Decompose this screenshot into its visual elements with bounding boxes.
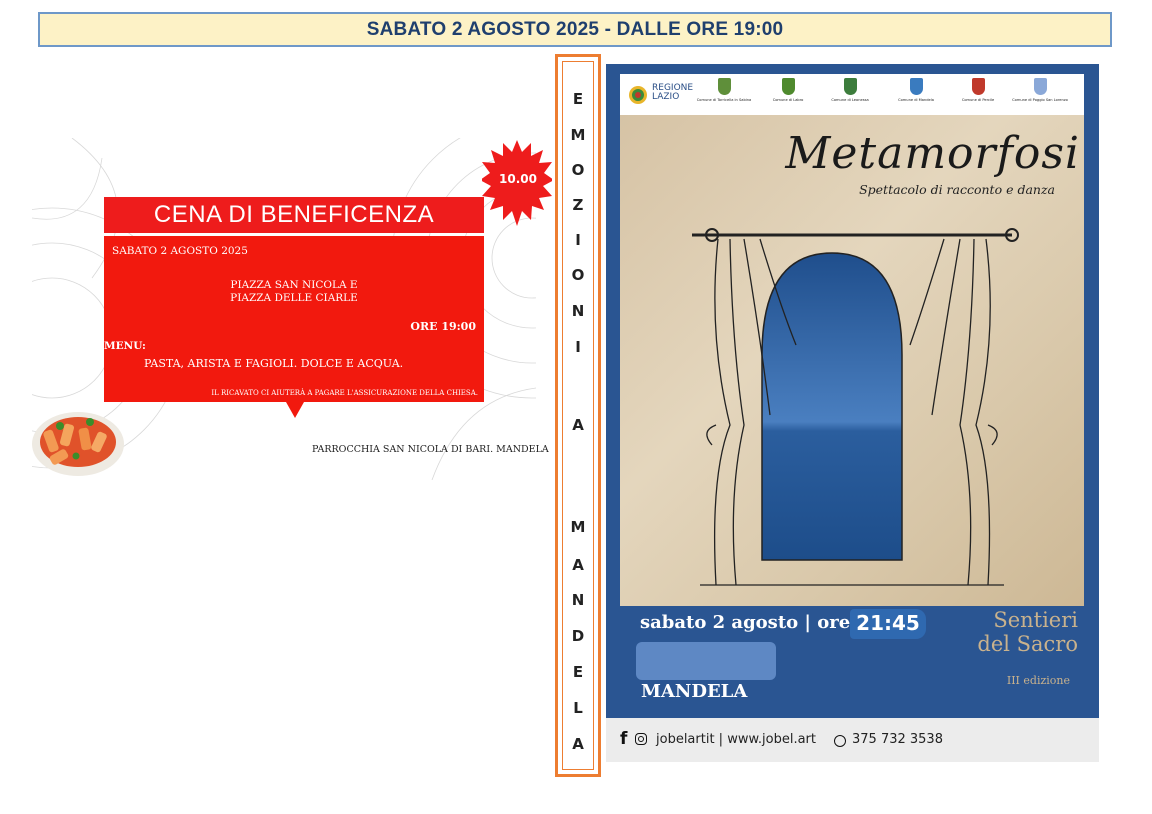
comune-shield-icon (910, 78, 923, 95)
comune-caption: Comune di Labro (772, 98, 804, 102)
footer-social: jobelartit | www.jobel.art (656, 732, 816, 747)
comune-logo (888, 78, 944, 102)
dinner-date: SABATO 2 AGOSTO 2025 (112, 245, 248, 257)
vertical-letter: Z (572, 196, 584, 214)
regione-text-line1: REGIONE (652, 83, 694, 93)
dinner-time: ORE 19:00 (410, 320, 476, 333)
comune-logo (760, 78, 816, 102)
comune-caption: Comune di Leonessa (831, 98, 869, 102)
vertical-letter: N (571, 302, 585, 320)
vertical-letter: N (571, 591, 585, 609)
vertical-letter: L (573, 699, 583, 717)
banner-text: SABATO 2 AGOSTO 2025 - DALLE ORE 19:00 (366, 18, 784, 40)
arched-window-sea (762, 253, 902, 560)
header-banner (38, 12, 1112, 47)
dinner-note: IL RICAVATO CI AIUTERÀ A PAGARE L'ASSICURAZIONE DELLA CHIESA. (211, 389, 478, 397)
comune-caption: Comune di Mandela (898, 98, 934, 102)
poster-title: Metamorfosi (785, 128, 1080, 179)
footer-phone: 375 732 3538 (852, 732, 943, 747)
dinner-details (104, 236, 484, 402)
comune-caption: Comune di Percile (961, 98, 995, 102)
comune-logo (696, 78, 752, 102)
vertical-letter: O (571, 266, 585, 284)
vertical-letter: A (572, 416, 584, 434)
menu-label: MENU: (104, 340, 146, 352)
comune-logo (950, 78, 1006, 102)
pasta-bowl-image (32, 400, 124, 480)
regione-lazio-logo (628, 85, 648, 105)
series-title-line1: Sentieri (993, 608, 1078, 632)
vertical-letter: M (570, 126, 586, 144)
comune-caption: Comune di Torricella in Sabina (696, 98, 752, 102)
whatsapp-icon (834, 735, 846, 747)
comune-caption: Comune di Poggio San Lorenzo (1012, 98, 1068, 102)
series-title-line2: del Sacro (977, 632, 1078, 656)
dinner-title: CENA DI BENEFICENZA (104, 197, 484, 233)
dinner-place-line1: PIAZZA SAN NICOLA E (230, 279, 358, 291)
regione-lazio-text (652, 84, 693, 102)
vertical-letter: E (572, 663, 584, 681)
price-label: 10.00 (499, 172, 537, 186)
vertical-letter: A (572, 556, 584, 574)
vertical-letter: I (575, 231, 581, 249)
vertical-title-inner-border (562, 61, 594, 770)
vertical-letter: O (571, 161, 585, 179)
show-date: sabato 2 agosto | ore (640, 612, 851, 633)
comune-shield-icon (782, 78, 795, 95)
dinner-place-line2: PIAZZA DELLE CIARLE (230, 292, 358, 304)
poster-subtitle: Spettacolo di racconto e danza (859, 182, 1055, 197)
comune-shield-icon (718, 78, 731, 95)
regione-text-line2: LAZIO (652, 92, 680, 102)
show-location: MANDELA (641, 681, 748, 702)
comune-shield-icon (972, 78, 985, 95)
vertical-letter: E (572, 90, 584, 108)
vertical-title-column (555, 54, 601, 777)
show-time: 21:45 (856, 611, 920, 635)
parish-name: PARROCCHIA SAN NICOLA DI BARI. MANDELA (312, 444, 549, 455)
series-edition: III edizione (1006, 674, 1070, 687)
redacted-venue-box (636, 642, 776, 680)
comune-shield-icon (844, 78, 857, 95)
vertical-letter: D (571, 627, 585, 645)
vertical-letter: M (570, 518, 586, 536)
series-title (950, 608, 1078, 656)
dinner-callout-tail (286, 402, 304, 418)
vertical-letter: I (575, 338, 581, 356)
comune-shield-icon (1034, 78, 1047, 95)
comune-logo (1012, 78, 1068, 102)
menu-items: PASTA, ARISTA E FAGIOLI. DOLCE E ACQUA. (144, 357, 404, 370)
comune-logo (822, 78, 878, 102)
vertical-letter: A (572, 735, 584, 753)
facebook-icon: f (620, 729, 628, 749)
instagram-icon-lens (638, 736, 644, 742)
